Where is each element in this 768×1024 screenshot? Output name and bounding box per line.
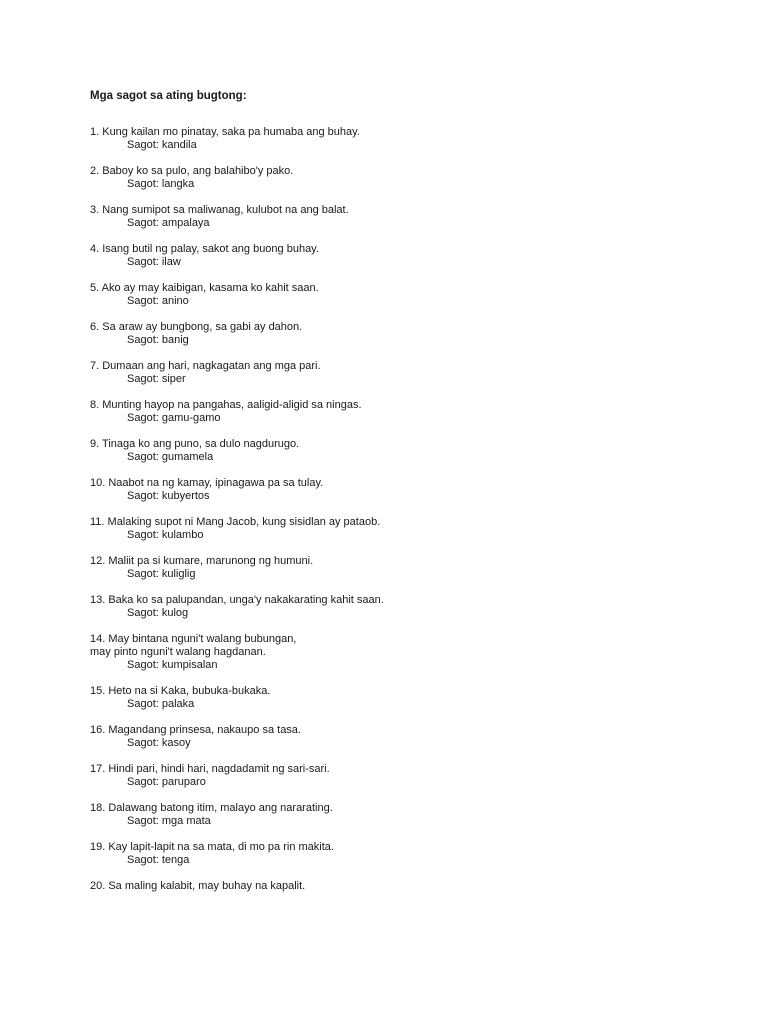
riddle-item	[90, 802, 730, 828]
riddle-question: 1. Kung kailan mo pinatay, saka pa humaba ang buhay.	[90, 126, 360, 138]
riddle-question: 4. Isang butil ng palay, sakot ang buong buhay.	[90, 243, 319, 255]
riddle-question: 7. Dumaan ang hari, nagkagatan ang mga pari.	[90, 360, 321, 372]
riddle-question: 3. Nang sumipot sa maliwanag, kulubot na ang balat.	[90, 204, 349, 216]
riddle-item	[90, 204, 730, 230]
riddle-item	[90, 399, 730, 425]
riddle-answer: Sagot: gamu-gamo	[127, 412, 221, 424]
riddle-question: 17. Hindi pari, hindi hari, nagdadamit ng sari-sari.	[90, 763, 330, 775]
riddle-item	[90, 243, 730, 269]
riddle-question: 20. Sa maling kalabit, may buhay na kapalit.	[90, 880, 306, 892]
riddle-answer: Sagot: kandila	[127, 139, 197, 151]
riddle-answer: Sagot: anino	[127, 295, 189, 307]
riddle-question: 13. Baka ko sa palupandan, unga'y nakakarating kahit saan.	[90, 594, 384, 606]
riddle-item	[90, 763, 730, 789]
riddle-item	[90, 516, 730, 542]
riddle-item	[90, 685, 730, 711]
riddle-answer: Sagot: kubyertos	[127, 490, 210, 502]
document-title: Mga sagot sa ating bugtong:	[90, 90, 247, 102]
riddle-item	[90, 841, 730, 867]
riddle-item	[90, 633, 730, 672]
riddle-item	[90, 282, 730, 308]
riddle-item	[90, 724, 730, 750]
riddle-item	[90, 126, 730, 152]
riddle-question: may pinto nguni't walang hagdanan.	[90, 646, 266, 658]
riddle-list	[90, 126, 730, 893]
riddle-question: 5. Ako ay may kaibigan, kasama ko kahit saan.	[90, 282, 319, 294]
riddle-question: 8. Munting hayop na pangahas, aaligid-aligid sa ningas.	[90, 399, 362, 411]
riddle-question: 14. May bintana nguni't walang bubungan,	[90, 633, 297, 645]
riddle-question: 9. Tinaga ko ang puno, sa dulo nagdurugo.	[90, 438, 300, 450]
riddle-item	[90, 594, 730, 620]
riddle-question: 10. Naabot na ng kamay, ipinagawa pa sa tulay.	[90, 477, 324, 489]
riddle-question: 6. Sa araw ay bungbong, sa gabi ay dahon.	[90, 321, 303, 333]
riddle-item	[90, 555, 730, 581]
riddle-question: 11. Malaking supot ni Mang Jacob, kung sisidlan ay pataob.	[90, 516, 381, 528]
riddle-answer: Sagot: langka	[127, 178, 195, 190]
riddle-answer: Sagot: kulog	[127, 607, 189, 619]
riddle-item	[90, 438, 730, 464]
riddle-answer: Sagot: banig	[127, 334, 189, 346]
riddle-answer: Sagot: mga mata	[127, 815, 211, 827]
riddle-question: 12. Maliit pa si kumare, marunong ng humuni.	[90, 555, 314, 567]
riddle-answer: Sagot: tenga	[127, 854, 190, 866]
riddle-answer: Sagot: ilaw	[127, 256, 181, 268]
riddle-answer: Sagot: siper	[127, 373, 186, 385]
riddle-question: 16. Magandang prinsesa, nakaupo sa tasa.	[90, 724, 301, 736]
document-page	[90, 88, 730, 906]
riddle-answer: Sagot: ampalaya	[127, 217, 210, 229]
riddle-question: 2. Baboy ko sa pulo, ang balahibo'y pako.	[90, 165, 294, 177]
riddle-item	[90, 165, 730, 191]
riddle-answer: Sagot: kasoy	[127, 737, 191, 749]
riddle-answer: Sagot: kumpisalan	[127, 659, 218, 671]
riddle-answer: Sagot: palaka	[127, 698, 195, 710]
riddle-answer: Sagot: paruparo	[127, 776, 206, 788]
riddle-question: 18. Dalawang batong itim, malayo ang nararating.	[90, 802, 333, 814]
riddle-item	[90, 880, 730, 893]
riddle-answer: Sagot: gumamela	[127, 451, 214, 463]
riddle-answer: Sagot: kuliglig	[127, 568, 196, 580]
riddle-item	[90, 360, 730, 386]
riddle-answer: Sagot: kulambo	[127, 529, 204, 541]
riddle-item	[90, 477, 730, 503]
riddle-item	[90, 321, 730, 347]
riddle-question: 19. Kay lapit-lapit na sa mata, di mo pa rin makita.	[90, 841, 334, 853]
riddle-question: 15. Heto na si Kaka, bubuka-bukaka.	[90, 685, 271, 697]
